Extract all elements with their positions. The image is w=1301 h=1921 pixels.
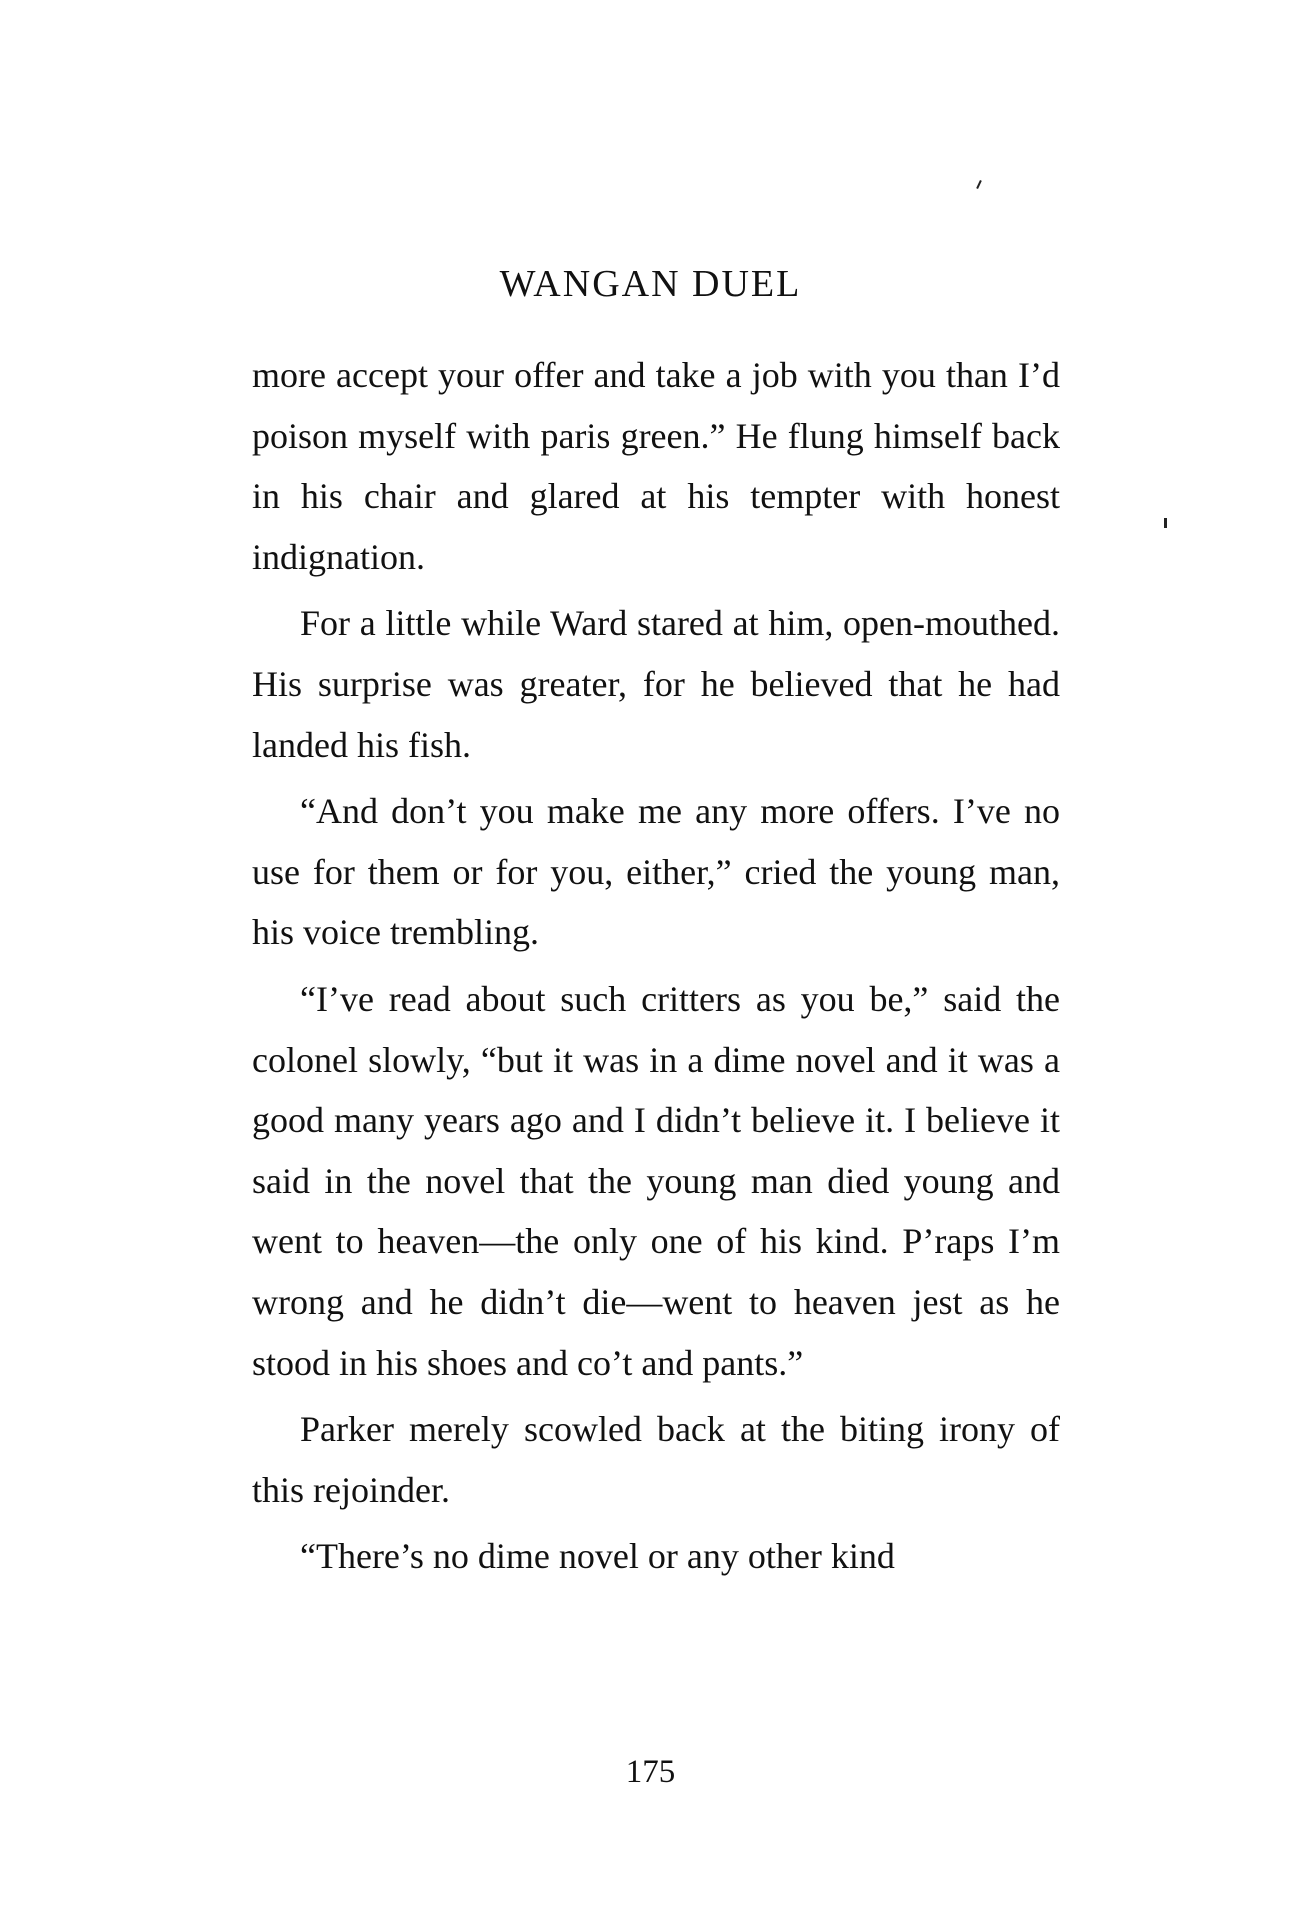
paragraph-continued: more accept your offer and take a job with you than I’d poison myself with paris green.” He flung himself back in his chair and glared at his tempter with honest indignation. [252, 355, 1060, 577]
running-title: WANGAN DUEL [499, 263, 802, 305]
stray-ink-mark [976, 180, 982, 189]
paragraph: “There’s no dime novel or any other kind [300, 1536, 895, 1577]
paragraph: Parker merely scowled back at the biting irony of this rejoinder. [252, 1409, 1060, 1510]
paragraph: “I’ve read about such critters as you be,” said the colonel slowly, “but it was in a dime novel and it was a good many years ago and I didn’t believe it. I believe it said in the novel that the young man died young and went to heaven—the only one of his kind. P’raps I’m wrong and he didn’t die—went to heaven jest as he stood in his shoes and co’t and pants.” [252, 978, 1060, 1383]
page-number: 175 [625, 1754, 676, 1790]
paragraph: “And don’t you make me any more offers. I’ve no use for them or for you, either,” cried the young man, his voice trembling. [252, 791, 1060, 953]
body-text [252, 345, 1060, 1587]
paragraph: For a little while Ward stared at him, open-mouthed. His surprise was greater, for he believed that he had landed his fish. [252, 603, 1060, 765]
stray-ink-mark [1164, 518, 1167, 528]
